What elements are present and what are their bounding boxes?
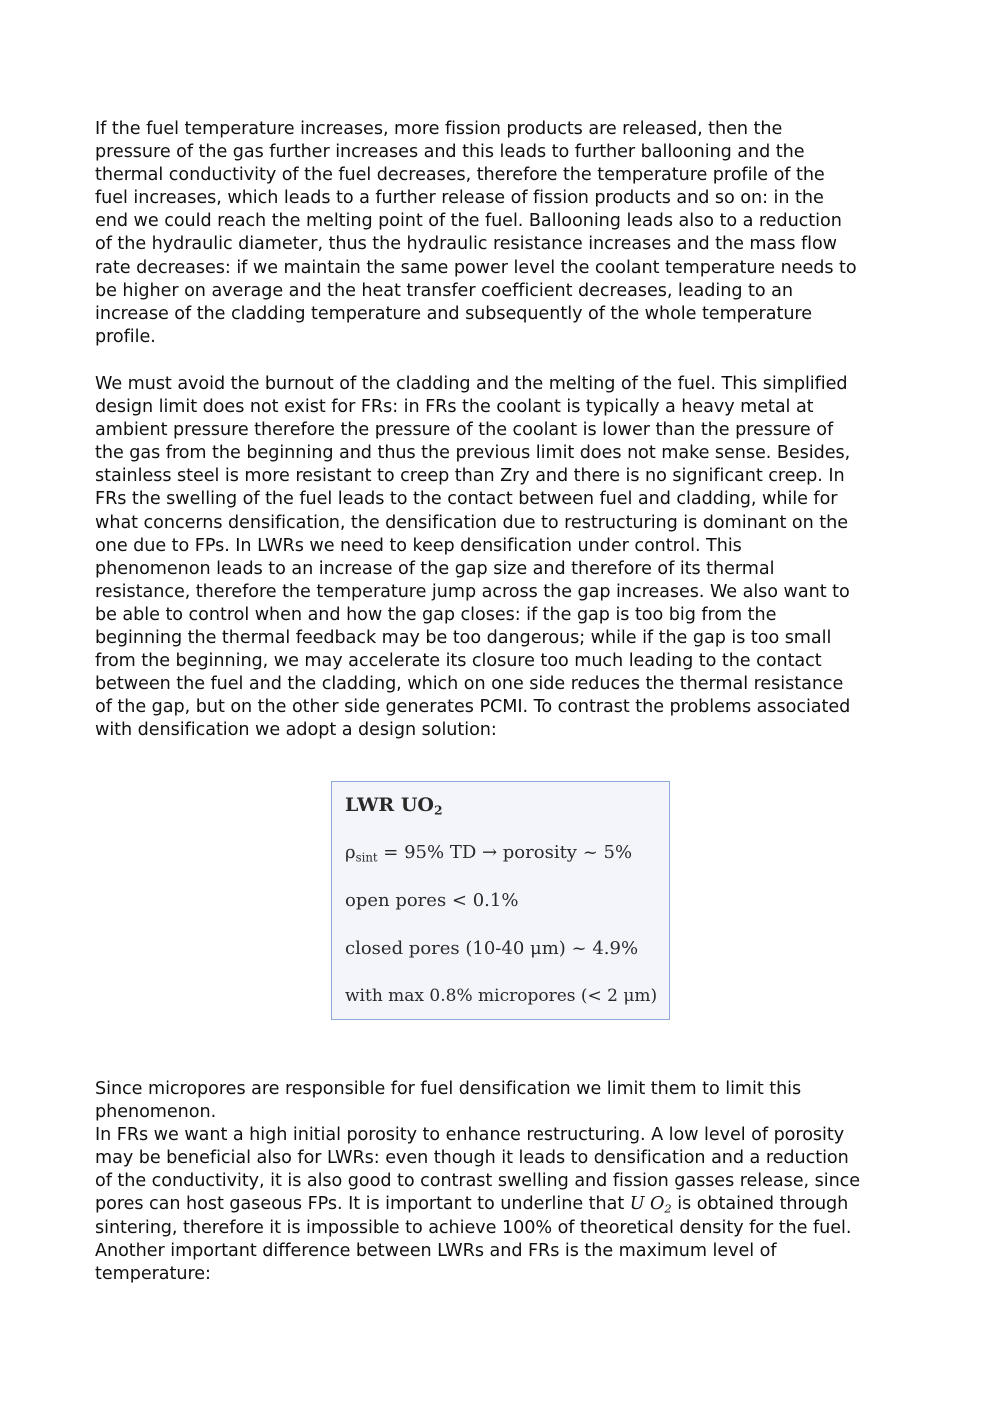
text-line: In FRs we want a high initial porosity to enhance restructuring. A low level of porosity [95, 1125, 845, 1146]
text-line: be higher on average and the heat transfer coefficient decreases, leading to an [95, 280, 793, 301]
box-micropores-line: with max 0.8% micropores (< 2 μm) [345, 986, 658, 1006]
text-line: If the fuel temperature increases, more fission products are released, then the [95, 119, 783, 139]
text-line: design limit does not exist for FRs: in FRs the coolant is typically a heavy metal at [95, 397, 814, 418]
text-line-with-math: pores can host gaseous FPs. It is important to underline that U $O_2$ is obtained through [95, 1194, 849, 1216]
text-line: ambient pressure therefore the pressure of the coolant is lower than the pressure of [95, 420, 834, 441]
text-line: of the hydraulic diameter, thus the hydraulic resistance increases and the mass flow [95, 234, 838, 255]
text-line: between the fuel and the cladding, which on one side reduces the thermal resistance [95, 674, 844, 695]
text-line: profile. [95, 326, 156, 347]
text-line: the gas from the beginning and thus the previous limit does not make sense. Besides, [95, 443, 851, 464]
text-line: one due to FPs. In LWRs we need to keep densification under control. This [95, 535, 742, 556]
text-line: thermal conductivity of the fuel decreases, therefore the temperature profile of the [95, 165, 825, 186]
text-line: phenomenon leads to an increase of the gap size and therefore of its thermal [95, 558, 775, 579]
text-line: may be beneficial also for LWRs: even though it leads to densification and a reduction [95, 1148, 849, 1169]
paragraph-micropores [95, 1078, 910, 1286]
text-line: beginning the thermal feedback may be too dangerous; while if the gap is too small [95, 628, 832, 649]
text-line: with densification we adopt a design solution: [95, 720, 497, 741]
text-line: stainless steel is more resistant to creep than Zry and there is no significant creep. In [95, 466, 845, 487]
text-line: sintering, therefore it is impossible to achieve 100% of theoretical density for the fuel. [95, 1217, 852, 1238]
text-line: resistance, therefore the temperature jump across the gap increases. We also want to [95, 581, 850, 602]
text-line: increase of the cladding temperature and subsequently of the whole temperature [95, 303, 812, 324]
lwr-uo2-porosity-box [331, 781, 670, 1020]
text-line: end we could reach the melting point of the fuel. Ballooning leads also to a reduction [95, 211, 842, 232]
text-line: rate decreases: if we maintain the same power level the coolant temperature needs to [95, 257, 857, 278]
text-line: of the conductivity, it is also good to contrast swelling and fission gasses release, since [95, 1171, 861, 1192]
text-line: Since micropores are responsible for fuel densification we limit them to limit this [95, 1079, 802, 1099]
text-line: Another important difference between LWRs and FRs is the maximum level of [95, 1240, 777, 1261]
text-line: pressure of the gas further increases and this leads to further ballooning and the [95, 142, 805, 163]
text-line: phenomenon. [95, 1102, 217, 1123]
text-line: FRs the swelling of the fuel leads to the contact between fuel and cladding, while for [95, 489, 838, 510]
box-density-line: $\rho_{sint} = 95\%$ TD → porosity ~ 5% [345, 842, 633, 865]
text-line: be able to control when and how the gap closes: if the gap is too big from the [95, 604, 777, 625]
text-line: of the gap, but on the other side generates PCMI. To contrast the problems associated [95, 697, 851, 718]
text-line: fuel increases, which leads to a further release of fission products and so on: in the [95, 188, 824, 209]
text-line: what concerns densification, the densification due to restructuring is dominant on the [95, 512, 848, 533]
text-line: from the beginning, we may accelerate its closure too much leading to the contact [95, 651, 822, 672]
text-line: temperature: [95, 1263, 211, 1284]
paragraph-ballooning-feedback [95, 118, 910, 349]
box-closed-pores-line: closed pores (10-40 μm) ~ 4.9% [345, 938, 639, 959]
paragraph-densification [95, 373, 910, 743]
box-title: LWR $UO_2$ [345, 794, 443, 818]
box-open-pores-line: open pores < 0.1% [345, 890, 519, 911]
text-line: We must avoid the burnout of the cladding and the melting of the fuel. This simplified [95, 374, 848, 394]
uo2-formula: U $O_2$ [629, 1194, 672, 1216]
